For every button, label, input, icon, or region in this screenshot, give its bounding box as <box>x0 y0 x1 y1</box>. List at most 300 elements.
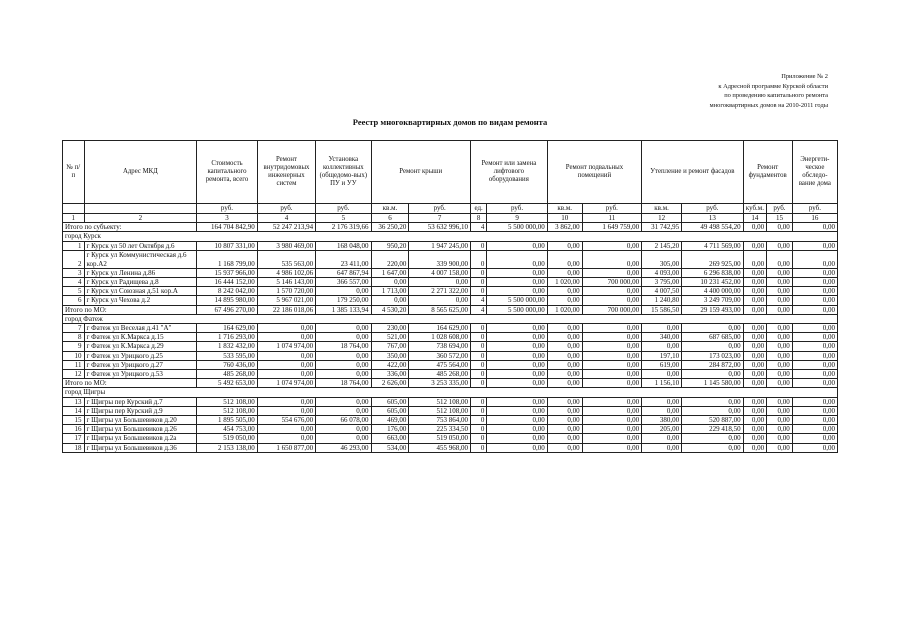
value-cell: 0 <box>470 268 486 277</box>
value-cell: 519 050,00 <box>197 434 257 443</box>
value-cell: 0,00 <box>316 397 371 406</box>
address-cell: г Фатеж ул К.Маркса д.29 <box>84 342 197 351</box>
value-cell: 0 <box>470 425 486 434</box>
value-cell: 176,00 <box>371 425 409 434</box>
value-cell: 0,00 <box>743 278 767 287</box>
value-cell: 0,00 <box>257 406 315 415</box>
value-cell: 0,00 <box>582 296 641 305</box>
value-cell: 1 168 799,00 <box>197 250 257 268</box>
value-cell: 1 156,10 <box>642 379 682 388</box>
value-cell: 0,00 <box>487 416 547 425</box>
value-cell: 0,00 <box>582 241 641 250</box>
unit-cell <box>63 204 85 214</box>
value-cell: 0,00 <box>792 296 837 305</box>
value-cell: 521,00 <box>371 333 409 342</box>
value-cell: 164 629,00 <box>409 324 471 333</box>
appendix-line: к Адресной программе Курской области <box>718 82 828 90</box>
value-cell: 1 832 432,00 <box>197 342 257 351</box>
value-cell: 3 980 469,00 <box>257 241 315 250</box>
table-row <box>63 416 838 425</box>
table-row <box>63 443 838 452</box>
col-header-foundation: Ремонт фундаментов <box>743 141 792 204</box>
municipality-total-row <box>63 379 838 388</box>
value-cell: 0 <box>470 416 486 425</box>
address-cell: г Фатеж ул Урицкого д.25 <box>84 351 197 360</box>
value-cell: 0 <box>470 370 486 379</box>
row-number: 17 <box>63 434 85 443</box>
col-header-engineering: Ремонт внутридомовых инженерных систем <box>257 141 315 204</box>
value-cell: 168 048,00 <box>316 241 371 250</box>
value-cell: 52 247 213,94 <box>257 223 315 232</box>
row-number: 10 <box>63 351 85 360</box>
column-number-cell: 14 <box>743 214 767 223</box>
value-cell: 0,00 <box>547 425 582 434</box>
value-cell: 950,20 <box>371 241 409 250</box>
value-cell: 0,00 <box>487 324 547 333</box>
value-cell: 0,00 <box>371 278 409 287</box>
value-cell: 512 108,00 <box>409 406 471 415</box>
value-cell: 0,00 <box>792 351 837 360</box>
address-cell: г Курск ул Ленина д.86 <box>84 268 197 277</box>
value-cell: 0 <box>470 333 486 342</box>
table-row <box>63 434 838 443</box>
city-label: город Щигры <box>63 388 838 397</box>
unit-cell: кв.м. <box>642 204 682 214</box>
value-cell: 23 411,00 <box>316 250 371 268</box>
value-cell: 0,00 <box>743 443 767 452</box>
value-cell: 0,00 <box>792 406 837 415</box>
value-cell: 534,00 <box>371 443 409 452</box>
value-cell: 0,00 <box>792 250 837 268</box>
value-cell: 0,00 <box>547 379 582 388</box>
value-cell: 0,00 <box>767 268 793 277</box>
column-number-cell: 7 <box>409 214 471 223</box>
value-cell: 1 074 974,00 <box>257 379 315 388</box>
value-cell: 0,00 <box>582 370 641 379</box>
value-cell: 49 498 554,20 <box>682 223 744 232</box>
value-cell: 0 <box>470 342 486 351</box>
value-cell: 0,00 <box>767 351 793 360</box>
value-cell: 230,00 <box>371 324 409 333</box>
column-number-cell: 4 <box>257 214 315 223</box>
value-cell: 0,00 <box>792 416 837 425</box>
value-cell: 0,00 <box>547 324 582 333</box>
value-cell: 5 146 143,00 <box>257 278 315 287</box>
value-cell: 0,00 <box>792 425 837 434</box>
appendix-line: Приложение № 2 <box>781 73 828 80</box>
value-cell: 5 500 000,00 <box>487 223 547 232</box>
value-cell: 760 436,00 <box>197 360 257 369</box>
value-cell: 554 676,00 <box>257 416 315 425</box>
row-number: 7 <box>63 324 85 333</box>
value-cell: 0,00 <box>767 241 793 250</box>
value-cell: 0,00 <box>582 379 641 388</box>
column-number-cell: 1 <box>63 214 85 223</box>
value-cell: 0,00 <box>792 443 837 452</box>
value-cell: 469,00 <box>371 416 409 425</box>
col-header-facade: Утепление и ремонт фасадов <box>642 141 743 204</box>
value-cell: 0,00 <box>487 434 547 443</box>
value-cell: 0,00 <box>316 370 371 379</box>
value-cell: 340,00 <box>642 333 682 342</box>
value-cell: 3 249 709,00 <box>682 296 744 305</box>
value-cell: 1 074 974,00 <box>257 342 315 351</box>
table-row <box>63 333 838 342</box>
value-cell: 0,00 <box>743 333 767 342</box>
address-cell: г Щигры ул Большевиков д.26 <box>84 425 197 434</box>
value-cell: 164 629,00 <box>197 324 257 333</box>
column-number-cell: 13 <box>682 214 744 223</box>
table-header <box>63 141 838 223</box>
address-cell: г Фатеж ул К.Маркса д.15 <box>84 333 197 342</box>
value-cell: 1 713,00 <box>371 287 409 296</box>
value-cell: 0,00 <box>642 324 682 333</box>
value-cell: 0,00 <box>767 406 793 415</box>
value-cell: 0,00 <box>547 443 582 452</box>
value-cell: 0,00 <box>316 434 371 443</box>
city-label: город Курск <box>63 232 838 241</box>
value-cell: 0,00 <box>792 241 837 250</box>
value-cell: 619,00 <box>642 360 682 369</box>
row-number: 18 <box>63 443 85 452</box>
value-cell: 0,00 <box>316 333 371 342</box>
value-cell: 0,00 <box>582 425 641 434</box>
unit-cell: руб. <box>197 204 257 214</box>
value-cell: 700 000,00 <box>582 278 641 287</box>
value-cell: 0,00 <box>547 241 582 250</box>
value-cell: 0,00 <box>257 333 315 342</box>
value-cell: 339 900,00 <box>409 250 471 268</box>
value-cell: 0,00 <box>767 370 793 379</box>
value-cell: 360 572,00 <box>409 351 471 360</box>
value-cell: 0,00 <box>743 342 767 351</box>
city-row <box>63 314 838 323</box>
col-header-basement: Ремонт подвальных помещений <box>547 141 641 204</box>
value-cell: 0,00 <box>642 434 682 443</box>
value-cell: 0,00 <box>767 342 793 351</box>
value-cell: 0,00 <box>642 443 682 452</box>
unit-cell: ед. <box>470 204 486 214</box>
value-cell: 1 650 877,00 <box>257 443 315 452</box>
value-cell: 0,00 <box>547 416 582 425</box>
value-cell: 0,00 <box>547 397 582 406</box>
row-number: 16 <box>63 425 85 434</box>
value-cell: 0,00 <box>547 370 582 379</box>
row-number: 9 <box>63 342 85 351</box>
value-cell: 0 <box>470 250 486 268</box>
table-row <box>63 370 838 379</box>
row-number: 14 <box>63 406 85 415</box>
value-cell: 0,00 <box>743 223 767 232</box>
value-cell: 0,00 <box>582 351 641 360</box>
table-row <box>63 287 838 296</box>
subject-total-row <box>63 223 838 232</box>
value-cell: 512 108,00 <box>197 406 257 415</box>
value-cell: 0,00 <box>767 425 793 434</box>
col-header-cost: Стоимость капитального ремонта, всего <box>197 141 257 204</box>
value-cell: 0,00 <box>257 425 315 434</box>
value-cell: 0,00 <box>743 296 767 305</box>
value-cell: 0,00 <box>743 434 767 443</box>
value-cell: 0,00 <box>582 406 641 415</box>
value-cell: 164 704 842,90 <box>197 223 257 232</box>
address-cell: г Курск ул Коммунистическая д.6 кор.А2 <box>84 250 197 268</box>
value-cell: 1 385 133,94 <box>316 305 371 314</box>
value-cell: 2 176 319,66 <box>316 223 371 232</box>
value-cell: 0,00 <box>743 268 767 277</box>
value-cell: 0,00 <box>547 434 582 443</box>
column-number-cell: 12 <box>642 214 682 223</box>
value-cell: 0,00 <box>547 287 582 296</box>
value-cell: 5 500 000,00 <box>487 296 547 305</box>
value-cell: 767,00 <box>371 342 409 351</box>
row-number: 4 <box>63 278 85 287</box>
value-cell: 0,00 <box>316 287 371 296</box>
unit-cell: руб. <box>792 204 837 214</box>
value-cell: 179 250,00 <box>316 296 371 305</box>
value-cell: 0,00 <box>547 333 582 342</box>
value-cell: 1 895 505,00 <box>197 416 257 425</box>
value-cell: 1 240,80 <box>642 296 682 305</box>
value-cell: 4 007,50 <box>642 287 682 296</box>
value-cell: 0 <box>470 406 486 415</box>
value-cell: 5 492 653,00 <box>197 379 257 388</box>
value-cell: 0,00 <box>682 397 744 406</box>
value-cell: 8 565 625,00 <box>409 305 471 314</box>
value-cell: 1 647,00 <box>371 268 409 277</box>
value-cell: 0,00 <box>257 351 315 360</box>
value-cell: 0,00 <box>582 360 641 369</box>
value-cell: 0,00 <box>257 360 315 369</box>
value-cell: 0 <box>470 397 486 406</box>
value-cell: 29 159 493,00 <box>682 305 744 314</box>
column-number-cell: 16 <box>792 214 837 223</box>
value-cell: 0,00 <box>487 351 547 360</box>
value-cell: 2 626,00 <box>371 379 409 388</box>
value-cell: 305,00 <box>642 250 682 268</box>
value-cell: 22 186 018,06 <box>257 305 315 314</box>
value-cell: 0,00 <box>582 333 641 342</box>
unit-cell: руб. <box>257 204 315 214</box>
value-cell: 2 145,20 <box>642 241 682 250</box>
value-cell: 0,00 <box>409 278 471 287</box>
value-cell: 0,00 <box>767 324 793 333</box>
value-cell: 454 753,00 <box>197 425 257 434</box>
value-cell: 0,00 <box>792 305 837 314</box>
value-cell: 533 595,00 <box>197 351 257 360</box>
column-number-cell: 15 <box>767 214 793 223</box>
col-header-meters: Установка коллективных (общедомо-вых) ПУ и УУ <box>316 141 371 204</box>
table-row <box>63 278 838 287</box>
address-cell: г Щигры ул Большевиков д.20 <box>84 416 197 425</box>
value-cell: 0,00 <box>487 443 547 452</box>
value-cell: 0,00 <box>792 434 837 443</box>
value-cell: 0,00 <box>487 379 547 388</box>
col-header-elevator: Ремонт или замена лифтового оборудования <box>470 141 547 204</box>
value-cell: 0,00 <box>792 370 837 379</box>
table-row <box>63 296 838 305</box>
value-cell: 0,00 <box>582 287 641 296</box>
col-header-energy: Энергети-ческое обследо-вание дома <box>792 141 837 204</box>
value-cell: 0,00 <box>743 397 767 406</box>
appendix-line: по проведению капитального ремонта <box>724 92 828 99</box>
value-cell: 0,00 <box>582 416 641 425</box>
value-cell: 0,00 <box>487 370 547 379</box>
value-cell: 4 <box>470 305 486 314</box>
value-cell: 0,00 <box>582 324 641 333</box>
address-cell: г Фатеж ул Урицкого д.53 <box>84 370 197 379</box>
value-cell: 0,00 <box>792 333 837 342</box>
table-body <box>63 223 838 453</box>
value-cell: 0,00 <box>257 434 315 443</box>
value-cell: 3 795,00 <box>642 278 682 287</box>
value-cell: 0,00 <box>487 342 547 351</box>
value-cell: 336,00 <box>371 370 409 379</box>
column-number-cell: 2 <box>84 214 197 223</box>
row-number: 13 <box>63 397 85 406</box>
value-cell: 475 564,00 <box>409 360 471 369</box>
value-cell: 0,00 <box>682 370 744 379</box>
value-cell: 0,00 <box>743 370 767 379</box>
value-cell: 0,00 <box>767 305 793 314</box>
col-header-address: Адрес МКД <box>84 141 197 204</box>
address-cell: г Курск ул Радищева д.8 <box>84 278 197 287</box>
value-cell: 0,00 <box>487 278 547 287</box>
value-cell: 2 271 322,00 <box>409 287 471 296</box>
value-cell: 229 418,50 <box>682 425 744 434</box>
value-cell: 3 253 335,00 <box>409 379 471 388</box>
register-table <box>62 140 838 453</box>
value-cell: 67 496 270,00 <box>197 305 257 314</box>
value-cell: 53 632 996,10 <box>409 223 471 232</box>
value-cell: 0,00 <box>767 287 793 296</box>
row-number: 1 <box>63 241 85 250</box>
table-row <box>63 241 838 250</box>
value-cell: 1 570 720,00 <box>257 287 315 296</box>
value-cell: 0 <box>470 360 486 369</box>
unit-cell: кв.м. <box>547 204 582 214</box>
city-label: город Фатеж <box>63 314 838 323</box>
row-number: 12 <box>63 370 85 379</box>
value-cell: 0,00 <box>743 379 767 388</box>
value-cell: 0,00 <box>582 342 641 351</box>
column-number-cell: 9 <box>487 214 547 223</box>
value-cell: 5 500 000,00 <box>487 305 547 314</box>
total-label: Итого по МО: <box>63 305 197 314</box>
column-number-cell: 6 <box>371 214 409 223</box>
value-cell: 700 000,00 <box>582 305 641 314</box>
value-cell: 0,00 <box>642 397 682 406</box>
table-row <box>63 397 838 406</box>
value-cell: 1 028 608,00 <box>409 333 471 342</box>
unit-cell: руб. <box>487 204 547 214</box>
table-row <box>63 425 838 434</box>
appendix-note <box>640 72 828 110</box>
column-number-cell: 10 <box>547 214 582 223</box>
col-header-roof: Ремонт крыши <box>371 141 470 204</box>
row-number: 5 <box>63 287 85 296</box>
value-cell: 0,00 <box>767 250 793 268</box>
value-cell: 15 586,50 <box>642 305 682 314</box>
value-cell: 0,00 <box>767 278 793 287</box>
value-cell: 0 <box>470 379 486 388</box>
value-cell: 0,00 <box>682 406 744 415</box>
value-cell: 4 <box>470 296 486 305</box>
municipality-total-row <box>63 305 838 314</box>
value-cell: 647 867,94 <box>316 268 371 277</box>
value-cell: 0,00 <box>743 351 767 360</box>
value-cell: 0,00 <box>792 278 837 287</box>
city-row <box>63 388 838 397</box>
value-cell: 0 <box>470 351 486 360</box>
value-cell: 0,00 <box>767 416 793 425</box>
value-cell: 31 742,95 <box>642 223 682 232</box>
value-cell: 0 <box>470 241 486 250</box>
value-cell: 0,00 <box>767 443 793 452</box>
value-cell: 0,00 <box>642 370 682 379</box>
value-cell: 0,00 <box>743 425 767 434</box>
value-cell: 0,00 <box>743 250 767 268</box>
table-row <box>63 268 838 277</box>
value-cell: 605,00 <box>371 397 409 406</box>
value-cell: 1 145 580,00 <box>682 379 744 388</box>
unit-cell: кв.м. <box>371 204 409 214</box>
address-cell: г Фатеж ул Веселая д.41 "А" <box>84 324 197 333</box>
value-cell: 205,00 <box>642 425 682 434</box>
value-cell: 380,00 <box>642 416 682 425</box>
value-cell: 0,00 <box>582 434 641 443</box>
value-cell: 197,10 <box>642 351 682 360</box>
row-number: 3 <box>63 268 85 277</box>
table-row <box>63 342 838 351</box>
value-cell: 535 563,00 <box>257 250 315 268</box>
value-cell: 350,00 <box>371 351 409 360</box>
unit-cell: руб. <box>582 204 641 214</box>
value-cell: 1 947 245,00 <box>409 241 471 250</box>
value-cell: 0,00 <box>257 397 315 406</box>
value-cell: 0,00 <box>642 406 682 415</box>
address-cell: г Щигры пер Курский д.7 <box>84 397 197 406</box>
value-cell: 46 293,00 <box>316 443 371 452</box>
value-cell: 0,00 <box>409 296 471 305</box>
value-cell: 0,00 <box>582 443 641 452</box>
value-cell: 0,00 <box>316 406 371 415</box>
address-cell: г Фатеж ул Урицкого д.27 <box>84 360 197 369</box>
value-cell: 0,00 <box>487 241 547 250</box>
value-cell: 0,00 <box>582 397 641 406</box>
value-cell: 0,00 <box>642 342 682 351</box>
value-cell: 5 967 021,00 <box>257 296 315 305</box>
value-cell: 0,00 <box>547 268 582 277</box>
value-cell: 519 050,00 <box>409 434 471 443</box>
value-cell: 15 937 966,00 <box>197 268 257 277</box>
table-row <box>63 250 838 268</box>
row-number: 15 <box>63 416 85 425</box>
value-cell: 0,00 <box>487 406 547 415</box>
value-cell: 687 685,00 <box>682 333 744 342</box>
value-cell: 0,00 <box>582 268 641 277</box>
value-cell: 0,00 <box>792 287 837 296</box>
value-cell: 485 268,00 <box>409 370 471 379</box>
address-cell: г Щигры ул Большевиков д.36 <box>84 443 197 452</box>
value-cell: 605,00 <box>371 406 409 415</box>
units-row <box>63 204 838 214</box>
value-cell: 512 108,00 <box>409 397 471 406</box>
column-number-cell: 5 <box>316 214 371 223</box>
value-cell: 0,00 <box>767 379 793 388</box>
value-cell: 0,00 <box>743 324 767 333</box>
value-cell: 0,00 <box>487 250 547 268</box>
